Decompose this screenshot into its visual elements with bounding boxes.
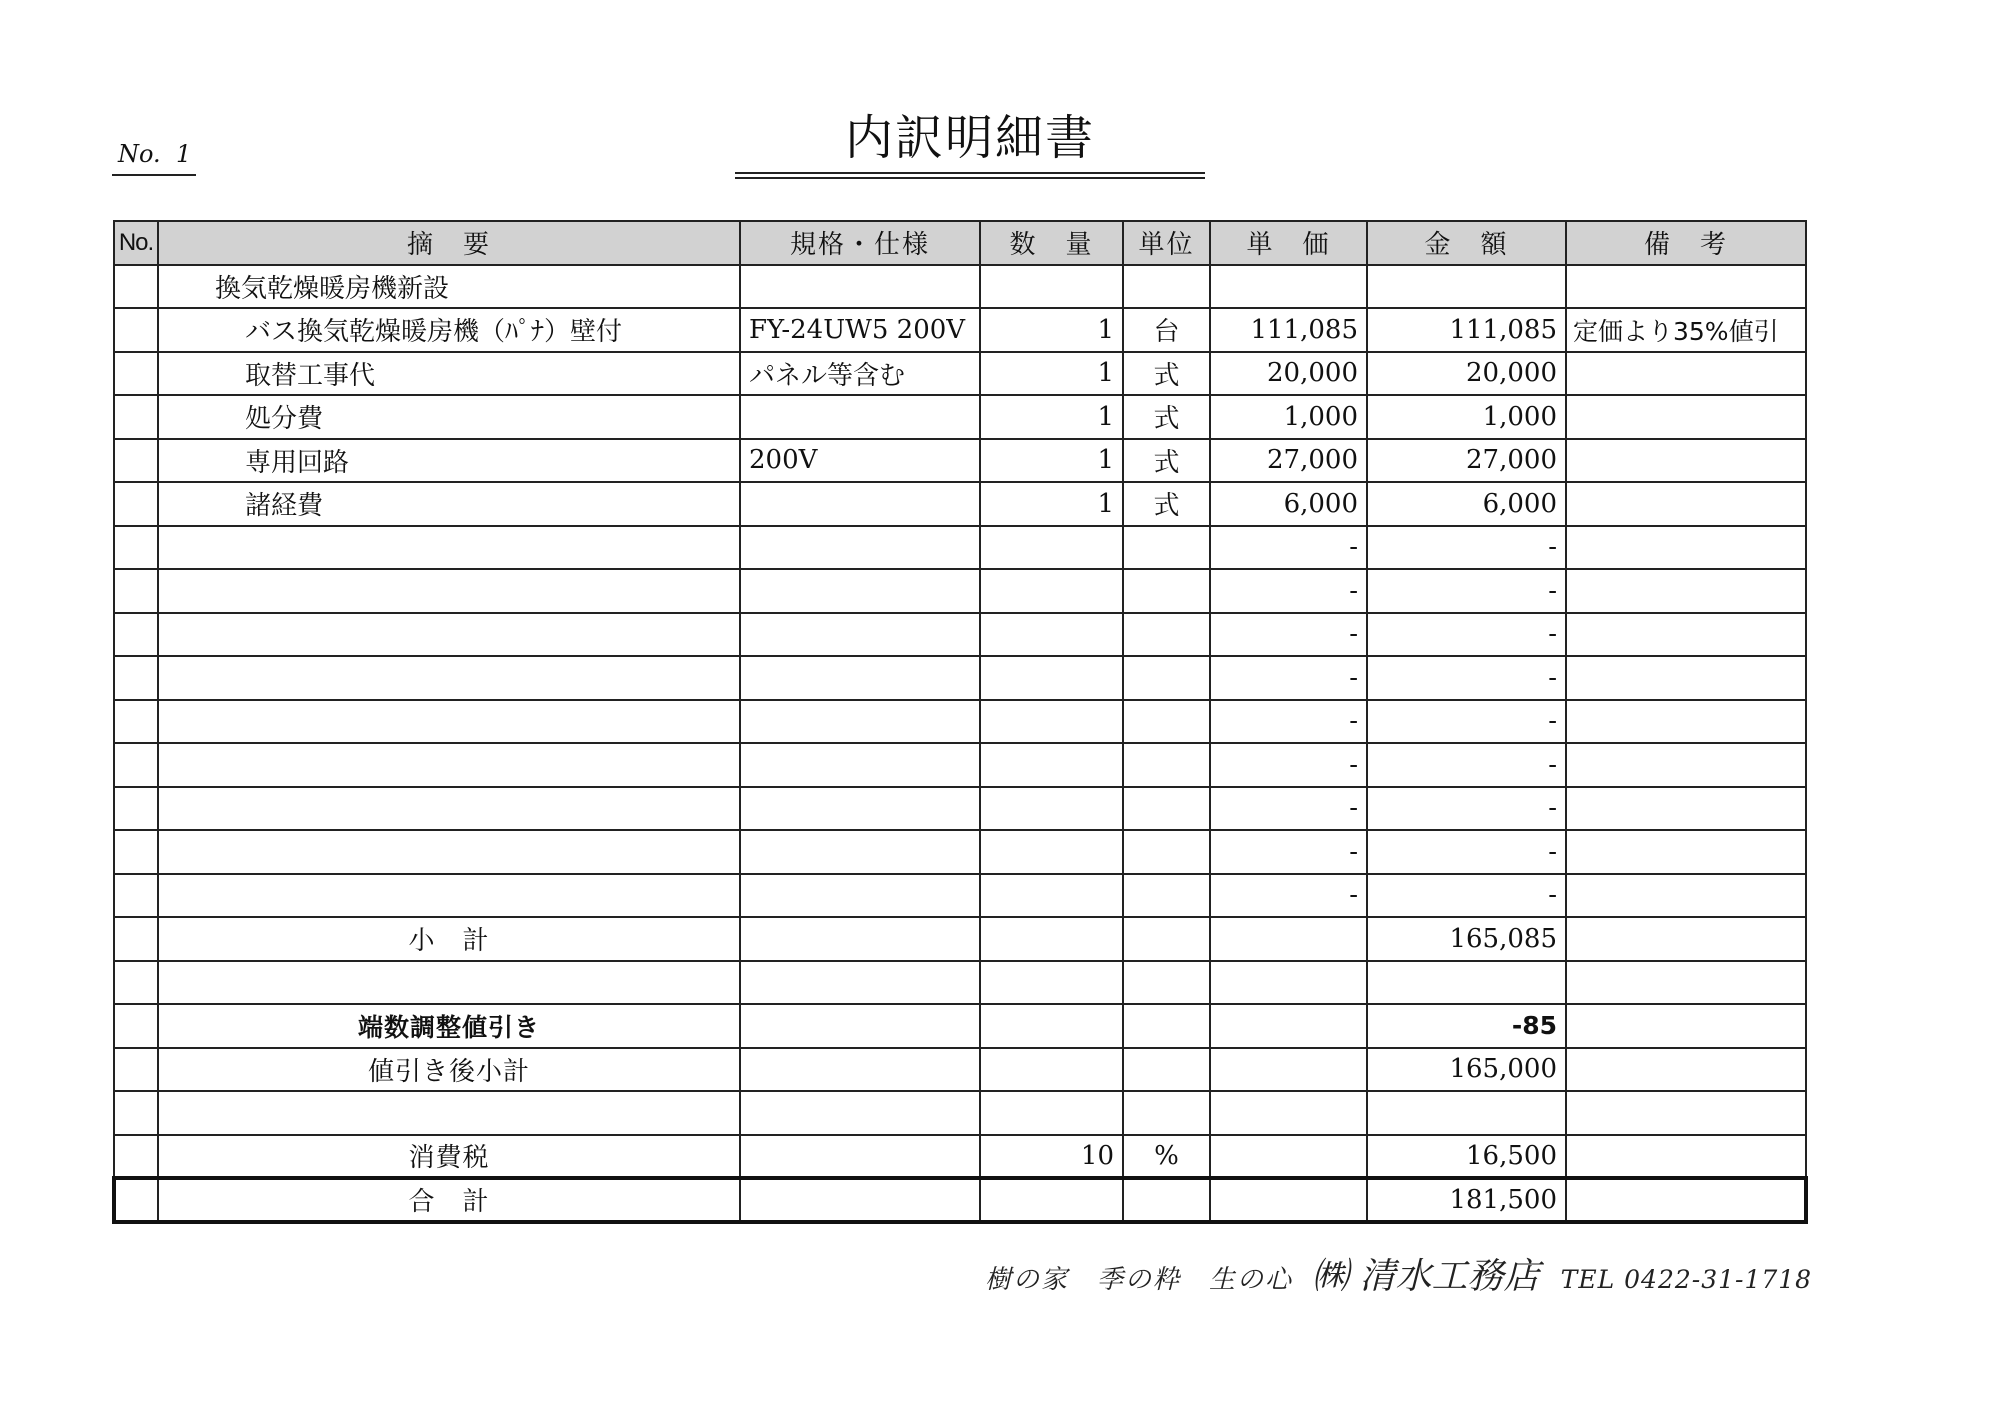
row-description xyxy=(158,874,740,918)
summary-label xyxy=(158,961,740,1005)
row-spec xyxy=(740,700,980,744)
row-description xyxy=(158,830,740,874)
row-quantity xyxy=(980,787,1123,831)
table-row xyxy=(114,830,1806,874)
table-row xyxy=(114,352,1806,396)
row-no xyxy=(114,482,158,526)
row-unit xyxy=(1123,265,1210,309)
summary-amount: -85 xyxy=(1367,1004,1566,1048)
summary-row xyxy=(114,1048,1806,1092)
row-unit-price: - xyxy=(1210,569,1367,613)
summary-no xyxy=(114,1091,158,1135)
row-amount: - xyxy=(1367,743,1566,787)
page-number-value: 1 xyxy=(176,140,192,168)
row-amount: - xyxy=(1367,526,1566,570)
summary-spec xyxy=(740,1004,980,1048)
footer xyxy=(985,1248,1812,1299)
summary-amount xyxy=(1367,961,1566,1005)
row-remarks xyxy=(1566,656,1806,700)
summary-amount xyxy=(1367,1091,1566,1135)
row-amount: - xyxy=(1367,874,1566,918)
row-unit-price: - xyxy=(1210,743,1367,787)
row-unit-price: 6,000 xyxy=(1210,482,1367,526)
row-amount: 111,085 xyxy=(1367,308,1566,352)
table-row xyxy=(114,482,1806,526)
summary-unit xyxy=(1123,1004,1210,1048)
summary-remarks xyxy=(1566,1004,1806,1048)
summary-amount: 165,000 xyxy=(1367,1048,1566,1092)
row-no xyxy=(114,743,158,787)
summary-row xyxy=(114,1135,1806,1179)
row-remarks xyxy=(1566,265,1806,309)
row-unit: 台 xyxy=(1123,308,1210,352)
col-header-amount: 金 額 xyxy=(1367,221,1566,265)
summary-no xyxy=(114,961,158,1005)
row-quantity xyxy=(980,613,1123,657)
row-spec xyxy=(740,830,980,874)
table-row xyxy=(114,395,1806,439)
row-description xyxy=(158,569,740,613)
row-unit-price: - xyxy=(1210,700,1367,744)
row-unit xyxy=(1123,656,1210,700)
summary-unit xyxy=(1123,1048,1210,1092)
row-unit xyxy=(1123,830,1210,874)
summary-unit-price xyxy=(1210,1048,1367,1092)
row-unit-price xyxy=(1210,265,1367,309)
row-unit-price: 1,000 xyxy=(1210,395,1367,439)
summary-row xyxy=(114,1004,1806,1048)
row-quantity xyxy=(980,830,1123,874)
summary-spec xyxy=(740,917,980,961)
summary-no xyxy=(114,1004,158,1048)
summary-label xyxy=(158,1091,740,1135)
table-row xyxy=(114,656,1806,700)
row-description xyxy=(158,787,740,831)
table-row xyxy=(114,700,1806,744)
row-unit xyxy=(1123,787,1210,831)
summary-quantity xyxy=(980,1048,1123,1092)
table-body xyxy=(114,265,1806,1222)
breakdown-table xyxy=(112,220,1808,1224)
col-header-quantity: 数 量 xyxy=(980,221,1123,265)
row-quantity: 1 xyxy=(980,352,1123,396)
row-description: バス換気乾燥暖房機（ﾊﾟﾅ）壁付 xyxy=(158,308,740,352)
row-description: 処分費 xyxy=(158,395,740,439)
summary-label: 小 計 xyxy=(158,917,740,961)
row-unit-price: - xyxy=(1210,613,1367,657)
document-title: 内訳明細書 xyxy=(844,110,1095,166)
summary-quantity: 10 xyxy=(980,1135,1123,1179)
row-unit: 式 xyxy=(1123,395,1210,439)
row-remarks xyxy=(1566,439,1806,483)
col-header-remarks: 備 考 xyxy=(1566,221,1806,265)
row-remarks xyxy=(1566,787,1806,831)
row-unit: 式 xyxy=(1123,482,1210,526)
row-description xyxy=(158,613,740,657)
summary-remarks xyxy=(1566,1048,1806,1092)
row-no xyxy=(114,352,158,396)
row-quantity xyxy=(980,569,1123,613)
row-amount: - xyxy=(1367,830,1566,874)
summary-amount: 181,500 xyxy=(1367,1178,1566,1222)
row-amount: - xyxy=(1367,787,1566,831)
row-no xyxy=(114,787,158,831)
summary-quantity xyxy=(980,1091,1123,1135)
footer-tel: TEL 0422-31-1718 xyxy=(1560,1265,1813,1294)
footer-motto: 樹の家 季の粋 生の心 xyxy=(985,1265,1294,1295)
row-unit xyxy=(1123,743,1210,787)
row-spec xyxy=(740,395,980,439)
row-remarks xyxy=(1566,482,1806,526)
summary-amount: 165,085 xyxy=(1367,917,1566,961)
summary-no xyxy=(114,1048,158,1092)
summary-row xyxy=(114,1091,1806,1135)
summary-unit: % xyxy=(1123,1135,1210,1179)
row-no xyxy=(114,308,158,352)
row-spec xyxy=(740,482,980,526)
row-description xyxy=(158,743,740,787)
row-quantity: 1 xyxy=(980,308,1123,352)
row-spec xyxy=(740,787,980,831)
table-row xyxy=(114,569,1806,613)
row-description: 諸経費 xyxy=(158,482,740,526)
row-unit-price: 27,000 xyxy=(1210,439,1367,483)
row-amount: - xyxy=(1367,700,1566,744)
row-quantity xyxy=(980,874,1123,918)
table-row xyxy=(114,526,1806,570)
col-header-spec: 規格・仕様 xyxy=(740,221,980,265)
row-amount: 6,000 xyxy=(1367,482,1566,526)
summary-row xyxy=(114,917,1806,961)
summary-remarks xyxy=(1566,1178,1806,1222)
row-remarks: 定価より35%値引 xyxy=(1566,308,1806,352)
row-quantity xyxy=(980,526,1123,570)
row-spec xyxy=(740,265,980,309)
row-description xyxy=(158,526,740,570)
row-quantity xyxy=(980,700,1123,744)
row-no xyxy=(114,656,158,700)
table-row xyxy=(114,265,1806,309)
summary-row xyxy=(114,961,1806,1005)
summary-unit xyxy=(1123,917,1210,961)
title-underline xyxy=(735,172,1205,179)
summary-amount: 16,500 xyxy=(1367,1135,1566,1179)
summary-spec xyxy=(740,1048,980,1092)
page-number-label: No. xyxy=(118,140,161,168)
row-amount: 27,000 xyxy=(1367,439,1566,483)
table-row xyxy=(114,787,1806,831)
row-spec xyxy=(740,874,980,918)
table-header-row xyxy=(114,221,1806,265)
summary-unit-price xyxy=(1210,917,1367,961)
row-description: 換気乾燥暖房機新設 xyxy=(158,265,740,309)
row-unit-price: - xyxy=(1210,526,1367,570)
summary-unit xyxy=(1123,1178,1210,1222)
row-remarks xyxy=(1566,569,1806,613)
row-unit: 式 xyxy=(1123,439,1210,483)
summary-unit-price xyxy=(1210,1091,1367,1135)
table-row xyxy=(114,874,1806,918)
row-quantity: 1 xyxy=(980,395,1123,439)
row-description xyxy=(158,700,740,744)
summary-remarks xyxy=(1566,1135,1806,1179)
row-no xyxy=(114,395,158,439)
col-header-unit-price: 単 価 xyxy=(1210,221,1367,265)
row-description: 専用回路 xyxy=(158,439,740,483)
row-amount: 1,000 xyxy=(1367,395,1566,439)
row-remarks xyxy=(1566,874,1806,918)
row-amount: - xyxy=(1367,656,1566,700)
summary-label: 合 計 xyxy=(158,1178,740,1222)
footer-company: ㈱ 清水工務店 xyxy=(1312,1256,1540,1297)
row-remarks xyxy=(1566,700,1806,744)
col-header-no: No. xyxy=(114,221,158,265)
total-row xyxy=(114,1178,1806,1222)
row-no xyxy=(114,526,158,570)
table-row xyxy=(114,308,1806,352)
row-no xyxy=(114,569,158,613)
row-no xyxy=(114,265,158,309)
summary-spec xyxy=(740,1178,980,1222)
row-spec: 200V xyxy=(740,439,980,483)
summary-quantity xyxy=(980,1004,1123,1048)
row-remarks xyxy=(1566,613,1806,657)
row-no xyxy=(114,874,158,918)
row-no xyxy=(114,613,158,657)
row-unit-price: - xyxy=(1210,656,1367,700)
row-spec: FY-24UW5 200V xyxy=(740,308,980,352)
col-header-description: 摘 要 xyxy=(158,221,740,265)
row-quantity xyxy=(980,265,1123,309)
row-remarks xyxy=(1566,743,1806,787)
table-row xyxy=(114,613,1806,657)
row-amount: - xyxy=(1367,613,1566,657)
row-unit xyxy=(1123,569,1210,613)
summary-quantity xyxy=(980,917,1123,961)
row-unit: 式 xyxy=(1123,352,1210,396)
row-remarks xyxy=(1566,395,1806,439)
summary-label: 値引き後小計 xyxy=(158,1048,740,1092)
summary-spec xyxy=(740,1135,980,1179)
row-amount: - xyxy=(1367,569,1566,613)
summary-label: 消費税 xyxy=(158,1135,740,1179)
summary-unit xyxy=(1123,1091,1210,1135)
row-remarks xyxy=(1566,526,1806,570)
summary-spec xyxy=(740,1091,980,1135)
row-unit-price: - xyxy=(1210,874,1367,918)
row-unit xyxy=(1123,526,1210,570)
table-row xyxy=(114,743,1806,787)
summary-remarks xyxy=(1566,1091,1806,1135)
row-quantity xyxy=(980,743,1123,787)
row-unit xyxy=(1123,874,1210,918)
row-spec xyxy=(740,526,980,570)
row-unit xyxy=(1123,613,1210,657)
summary-unit xyxy=(1123,961,1210,1005)
row-unit-price: 20,000 xyxy=(1210,352,1367,396)
row-spec xyxy=(740,656,980,700)
summary-unit-price xyxy=(1210,1178,1367,1222)
row-remarks xyxy=(1566,352,1806,396)
row-unit-price: - xyxy=(1210,830,1367,874)
row-description xyxy=(158,656,740,700)
summary-unit-price xyxy=(1210,1135,1367,1179)
summary-no xyxy=(114,1178,158,1222)
summary-no xyxy=(114,917,158,961)
page-number xyxy=(112,138,196,176)
summary-no xyxy=(114,1135,158,1179)
row-no xyxy=(114,830,158,874)
row-spec xyxy=(740,569,980,613)
row-spec: パネル等含む xyxy=(740,352,980,396)
row-description: 取替工事代 xyxy=(158,352,740,396)
row-remarks xyxy=(1566,830,1806,874)
table-row xyxy=(114,439,1806,483)
row-amount xyxy=(1367,265,1566,309)
row-spec xyxy=(740,613,980,657)
summary-label: 端数調整値引き xyxy=(158,1004,740,1048)
row-unit xyxy=(1123,700,1210,744)
summary-quantity xyxy=(980,961,1123,1005)
row-no xyxy=(114,700,158,744)
row-quantity xyxy=(980,656,1123,700)
col-header-unit: 単位 xyxy=(1123,221,1210,265)
summary-remarks xyxy=(1566,917,1806,961)
row-amount: 20,000 xyxy=(1367,352,1566,396)
row-no xyxy=(114,439,158,483)
summary-unit-price xyxy=(1210,1004,1367,1048)
summary-unit-price xyxy=(1210,961,1367,1005)
summary-remarks xyxy=(1566,961,1806,1005)
row-quantity: 1 xyxy=(980,439,1123,483)
row-quantity: 1 xyxy=(980,482,1123,526)
summary-spec xyxy=(740,961,980,1005)
row-spec xyxy=(740,743,980,787)
row-unit-price: - xyxy=(1210,787,1367,831)
summary-quantity xyxy=(980,1178,1123,1222)
row-unit-price: 111,085 xyxy=(1210,308,1367,352)
